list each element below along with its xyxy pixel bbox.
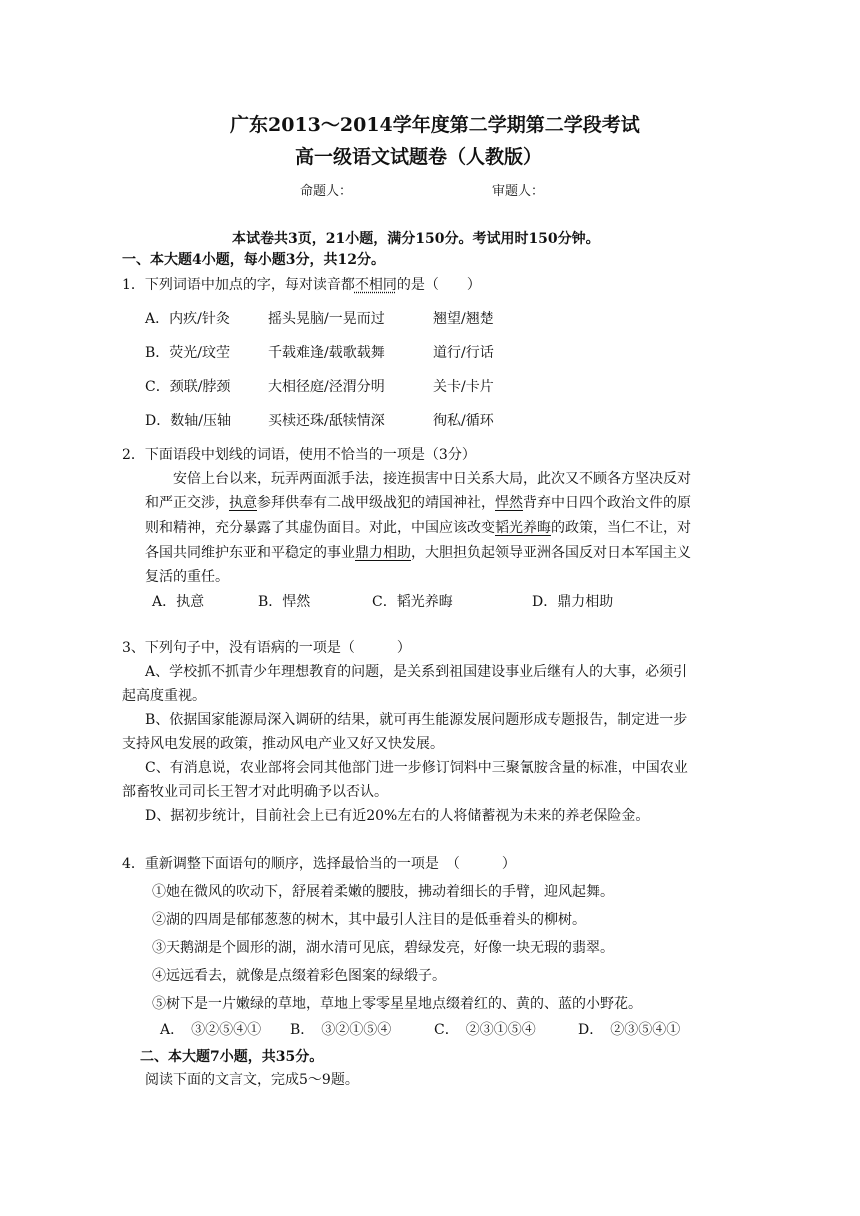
section2-heading: 二、本大题7小题，共35分。: [140, 1049, 324, 1065]
q3-option-c-line-1: C、有消息说，农业部将会同其他部门进一步修订饲料中三聚氰胺含量的标准，中国农业: [145, 760, 688, 776]
q2-stem: 2．下面语段中划线的词语，使用不恰当的一项是（3分）: [122, 447, 476, 463]
q2-paragraph-line-4: 各国共同维护东亚和平稳定的事业鼎力相助，大胆担负起领导亚洲各国反对日本军国主义: [145, 545, 691, 561]
q3-stem: 3、下列句子中，没有语病的一项是（ ）: [122, 640, 411, 656]
q1-option-b-2: 千载难逢/载歌载舞: [268, 345, 385, 361]
q1-option-c-2: 大相径庭/泾渭分明: [268, 379, 385, 395]
q2-paragraph-line-1: 安倍上台以来，玩弄两面派手法，接连损害中日关系大局，此次又不顾各方坚决反对: [173, 471, 691, 487]
q4-sentence-3: ③天鹅湖是个圆形的湖，湖水清可见底，碧绿发亮，好像一块无瑕的翡翠。: [152, 940, 614, 956]
q1-option-a-3: 翘望/翘楚: [433, 311, 494, 327]
q4-sentence-1: ①她在微风的吹动下，舒展着柔嫩的腰肢，拂动着细长的手臂，迎风起舞。: [152, 884, 614, 900]
q4-sentence-2: ②湖的四周是郁郁葱葱的树木，其中最引人注目的是低垂着头的柳树。: [152, 912, 586, 928]
q1-option-a-2: 摇头晃脑/一晃而过: [268, 311, 385, 327]
q3-option-a-line-1: A、学校抓不抓青少年理想教育的问题，是关系到祖国建设事业后继有人的大事，必须引: [145, 664, 688, 680]
q2-option-c: C．韬光养晦: [372, 594, 453, 610]
q4-option-c: C． ②③①⑤④: [434, 1022, 536, 1038]
q1-option-d-3: 徇私/循环: [433, 413, 494, 429]
underlined-word-zhiyi: 执意: [229, 495, 257, 511]
q3-option-a-line-2: 起高度重视。: [122, 688, 206, 704]
q4-option-a: A． ③②⑤④①: [160, 1022, 262, 1038]
q2-option-d: D．鼎力相助: [532, 594, 614, 610]
section1-heading: 一、本大题4小题，每小题3分，共12分。: [122, 252, 385, 268]
q1-option-b-1: B．荧光/玟茔: [145, 345, 231, 361]
q1-option-a-1: A．内疚/针灸: [145, 311, 230, 327]
q3-option-d-line-1: D、据初步统计，目前社会上已有近20%左右的人将储蓄视为未来的养老保险金。: [145, 808, 650, 824]
exam-subtitle: 高一级语文试题卷（人教版）: [295, 146, 543, 168]
q4-sentence-5: ⑤树下是一片嫩绿的草地，草地上零零星星地点缀着红的、黄的、蓝的小野花。: [152, 996, 642, 1012]
q2-option-b: B．悍然: [258, 594, 311, 610]
q2-paragraph-line-3: 则和精神，充分暴露了其虚伪面目。对此，中国应该改变韬光养晦的政策，当仁不让，对: [145, 520, 691, 536]
q1-option-d-2: 买椟还珠/舐犊情深: [268, 413, 385, 429]
q3-option-c-line-2: 部畜牧业司司长王智才对此明确予以否认。: [122, 784, 388, 800]
q4-option-d: D． ②③⑤④①: [578, 1022, 681, 1038]
exam-notice: 本试卷共3页，21小题，满分150分。考试用时150分钟。: [232, 231, 600, 247]
setter-label: 命题人：: [300, 184, 353, 199]
q3-option-b-line-1: B、依据国家能源局深入调研的结果，就可再生能源发展问题形成专题报告，制定进一步: [145, 712, 688, 728]
q1-stem: 1．下列词语中加点的字，每对读音都不相同的是（ ）: [122, 277, 481, 293]
q1-option-c-3: 关卡/卡片: [433, 379, 494, 395]
q1-option-b-3: 道行/行话: [433, 345, 494, 361]
q4-sentence-4: ④远远看去，就像是点缀着彩色图案的绿缎子。: [152, 968, 446, 984]
q4-stem: 4．重新调整下面语句的顺序，选择最恰当的一项是 （ ）: [122, 856, 516, 872]
q3-option-b-line-2: 支持风电发展的政策，推动风电产业又好又快发展。: [122, 736, 444, 752]
underlined-word-taoguang: 韬光养晦: [495, 520, 551, 536]
section2-intro: 阅读下面的文言文，完成5～9题。: [145, 1072, 359, 1088]
q2-option-a: A．执意: [152, 594, 205, 610]
q1-option-c-1: C．颈联/脖颈: [145, 379, 231, 395]
q1-emphasis: 不相同: [354, 277, 397, 293]
q1-option-d-1: D．数轴/压轴: [145, 413, 231, 429]
underlined-word-dingli: 鼎力相助: [355, 545, 411, 561]
underlined-word-hanran: 悍然: [495, 495, 523, 511]
q2-paragraph-line-5: 复活的重任。: [145, 569, 229, 585]
q2-paragraph-line-2: 和严正交涉，执意参拜供奉有二战甲级战犯的靖国神社，悍然背弃中日四个政治文件的原: [145, 495, 691, 511]
exam-title: 广东2013～2014学年度第二学期第二学段考试: [230, 114, 640, 136]
q4-option-b: B． ③②①⑤④: [290, 1022, 392, 1038]
reviewer-label: 审题人：: [492, 184, 545, 199]
